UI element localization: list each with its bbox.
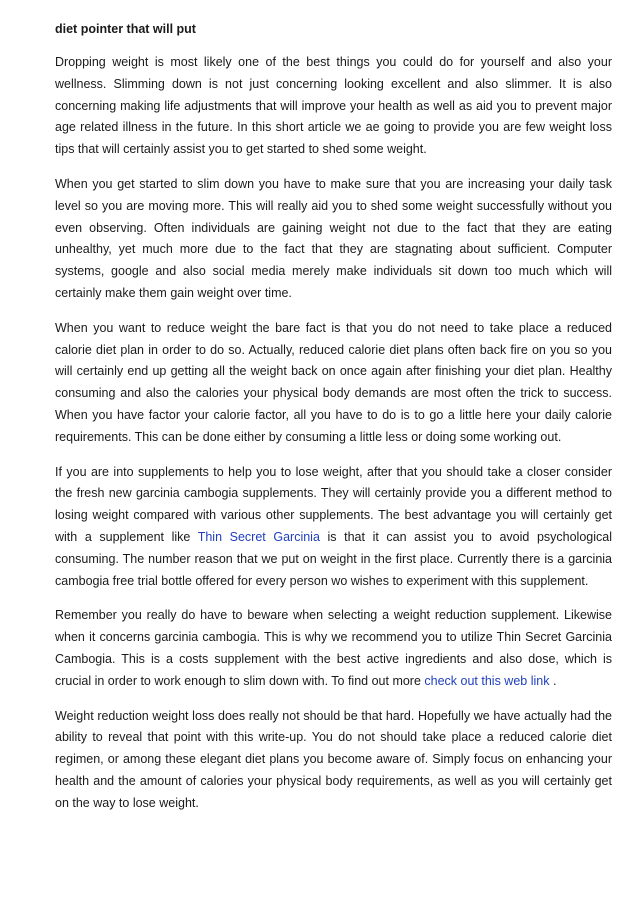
paragraph-conclusion: Weight reduction weight loss does really not should be that hard. Hopefully we have actually had the ability to reveal that point with this write-up. You do not should take place a reduced calorie diet regimen, or among these elegant diet plans you become aware of. Simply focus on enhancing your health and the amount of calories your physical body requirements, as well as you will certainly get on the way to lose weight. bbox=[55, 708, 612, 810]
paragraph-intro: Dropping weight is most likely one of the best things you could do for yourself and also your wellness. Slimming down is not just concerning looking excellent and also slimmer. It is also concerning making life adjustments that will improve your health as well as aid you to prevent major age related illness in the future. In this short article we ae going to provide you are few weight loss tips that will certainly assist you to get started to shed some weight. bbox=[55, 55, 612, 157]
paragraph-supplements bbox=[55, 462, 612, 593]
document-page bbox=[55, 18, 612, 828]
document-title: diet pointer that will put bbox=[55, 22, 196, 36]
web-link[interactable]: check out this web link bbox=[424, 673, 550, 688]
paragraph-activity: When you get started to slim down you have to make sure that you are increasing your daily task level so you are moving more. This will really aid you to shed some weight successfully without you even observing. Often individuals are gaining weight not due to the fact that they are eating unhealthy, yet much more due to the fact that they are stagnating about sufficient. Computer systems, google and also social media merely make individuals sit down too much which will certainly make them gain weight over time. bbox=[55, 176, 612, 300]
paragraph-text: . bbox=[549, 673, 557, 688]
paragraph-beware bbox=[55, 605, 612, 692]
paragraph-text: Remember you really do have to beware when selecting a weight reduction supplement. Likewise when it concerns garcinia cambogia. This is why we recommend you to utilize Thin Secret Garcinia Cambogia. This is a costs supplement with the best active ingredients and also dose, which is crucial in order to work enough to slim down with. To find out more bbox=[55, 608, 612, 688]
paragraph-text: is that it can assist you to avoid psychological consuming. The number reason that we put on weight in the first place. Currently there is a garcinia cambogia free trial bottle offered for every person wo wishes to experiment with this supplement. bbox=[55, 529, 612, 588]
paragraph-calories: When you want to reduce weight the bare fact is that you do not need to take place a reduced calorie diet plan in order to do so. Actually, reduced calorie diet plans often back fire on you so you will certainly end up getting all the weight back on once again after finishing your diet plan. Healthy consuming and also the calories your physical body demands are most often the trick to success. When you have factor your calorie factor, all you have to do is to go a little here your daily calorie requirements. This can be done either by consuming a little less or doing some working out. bbox=[55, 320, 612, 444]
paragraph-text: If you are into supplements to help you to lose weight, after that you should take a closer consider the fresh new garcinia cambogia supplements. They will certainly provide you a different method to losing weight compared with various other supplements. The best advantage you will certainly get with a supplement like bbox=[55, 464, 612, 544]
thin-secret-garcinia-link[interactable]: Thin Secret Garcinia bbox=[197, 529, 320, 544]
